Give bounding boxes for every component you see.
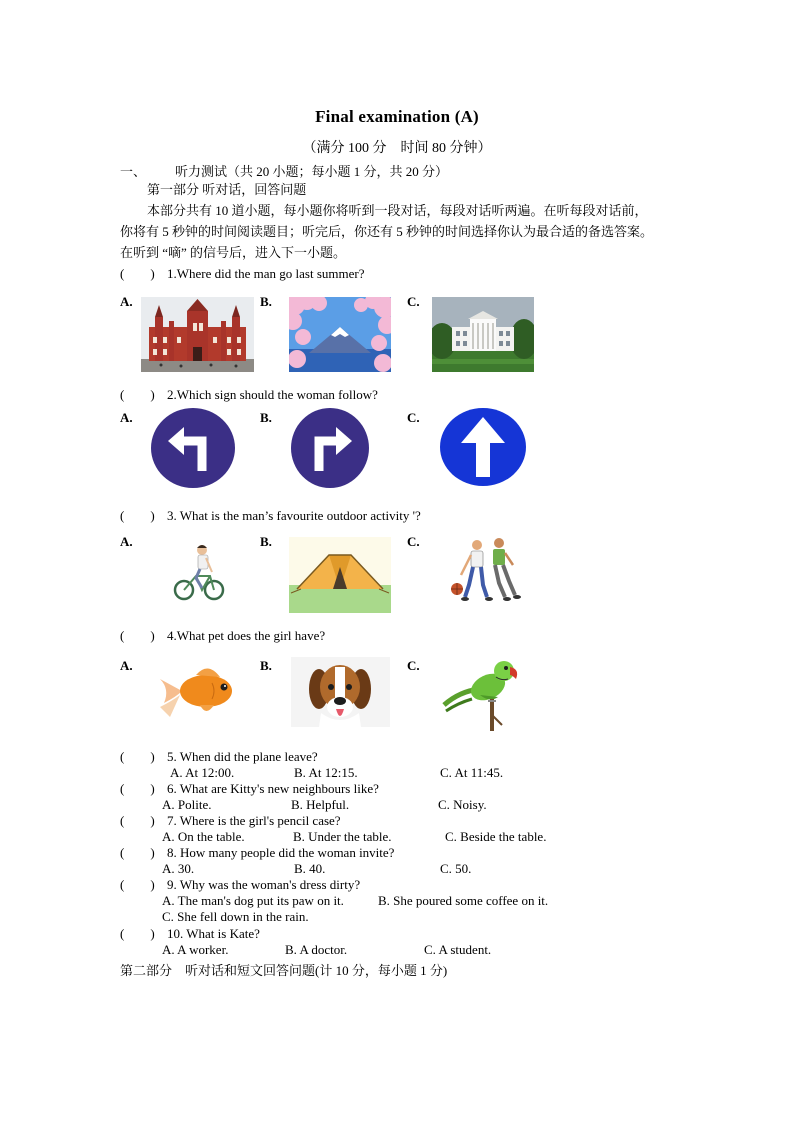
basketball-picture [443, 535, 529, 607]
part-one-title: 第一部分 听对话，回答问题 [147, 182, 307, 197]
option-c: C. She fell down in the rain. [162, 909, 309, 924]
answer-blank: ( ) [120, 781, 155, 796]
exam-subtitle: （满分 100 分 时间 80 分钟） [302, 141, 492, 156]
option-c: C. Noisy. [438, 797, 487, 812]
option-label: B. [260, 294, 272, 309]
question-10 [120, 926, 260, 942]
section-one-heading [120, 161, 448, 180]
section-title: 听力测试（共 20 小题；每小题 1 分，共 20 分） [175, 164, 449, 179]
question-3 [120, 508, 421, 524]
question-text: 4.What pet does the girl have? [167, 628, 326, 643]
option-a: A. 30. [162, 861, 195, 876]
question-text: 1.Where did the man go last summer? [167, 266, 365, 281]
question-5 [120, 749, 318, 765]
cycling-picture [172, 542, 226, 604]
question-7 [120, 813, 341, 829]
option-label: C. [407, 534, 420, 549]
turn-left-sign [150, 407, 236, 489]
option-a: A. Polite. [162, 797, 212, 812]
question-text: 5. When did the plane leave? [167, 749, 318, 764]
question-text: 7. Where is the girl's pencil case? [167, 813, 341, 828]
question-8 [120, 845, 394, 861]
option-a: A. On the table. [162, 829, 245, 844]
section-number: 一、 [120, 164, 147, 179]
mount-fuji-picture [289, 297, 391, 372]
option-label: C. [407, 294, 420, 309]
instruction-line-1: 本部分共有 10 道小题，每小题你将听到一段对话，每段对话听两遍。在听每段对话前， [147, 203, 648, 218]
option-a: A. A worker. [162, 942, 229, 957]
question-text: 3. What is the man’s favourite outdoor activity '? [167, 508, 421, 523]
camping-tent-picture [289, 537, 391, 613]
question-text: 2.Which sign should the woman follow? [167, 387, 378, 402]
answer-blank: ( ) [120, 813, 155, 828]
answer-blank: ( ) [120, 845, 155, 860]
option-label: A. [120, 294, 133, 309]
answer-blank: ( ) [120, 628, 155, 643]
kremlin-museum-picture [141, 297, 254, 372]
option-b: B. Under the table. [293, 829, 392, 844]
option-a: A. At 12:00. [170, 765, 235, 780]
option-label: B. [260, 410, 272, 425]
question-2 [120, 387, 378, 403]
answer-blank: ( ) [120, 266, 155, 281]
option-b: B. A doctor. [285, 942, 348, 957]
option-label: A. [120, 534, 133, 549]
option-label: B. [260, 534, 272, 549]
option-label: A. [120, 658, 133, 673]
option-c: C. 50. [440, 861, 472, 876]
part-two-title: 第二部分 听对话和短文回答问题(计 10 分，每小题 1 分) [120, 963, 448, 978]
turn-right-sign [290, 407, 370, 489]
answer-blank: ( ) [120, 508, 155, 523]
answer-blank: ( ) [120, 926, 155, 941]
option-b: B. She poured some coffee on it. [378, 893, 549, 908]
question-text: 6. What are Kitty's new neighbours like? [167, 781, 379, 796]
option-b: B. At 12:15. [294, 765, 358, 780]
option-label: A. [120, 410, 133, 425]
option-label: B. [260, 658, 272, 673]
question-text: 8. How many people did the woman invite? [167, 845, 395, 860]
exam-title: Final examination (A) [315, 107, 479, 126]
option-label: C. [407, 410, 420, 425]
question-9 [120, 877, 360, 893]
parrot-picture [440, 655, 532, 732]
question-6 [120, 781, 379, 797]
option-label: C. [407, 658, 420, 673]
question-4 [120, 628, 325, 644]
question-text: 9. Why was the woman's dress dirty? [167, 877, 361, 892]
option-b: B. 40. [294, 861, 326, 876]
option-b: B. Helpful. [291, 797, 350, 812]
option-a: A. The man's dog put its paw on it. [162, 893, 344, 908]
instruction-line-2: 你将有 5 秒钟的时间阅读题目；听完后，你还有 5 秒钟的时间选择你认为最合适的备选答案。 [120, 224, 654, 239]
beagle-dog-picture [291, 657, 390, 727]
option-c: C. Beside the table. [445, 829, 547, 844]
option-c: C. A student. [424, 942, 492, 957]
question-1 [120, 266, 364, 282]
answer-blank: ( ) [120, 387, 155, 402]
goldfish-picture [156, 659, 240, 721]
option-c: C. At 11:45. [440, 765, 504, 780]
answer-blank: ( ) [120, 877, 155, 892]
white-house-picture [432, 297, 534, 372]
answer-blank: ( ) [120, 749, 155, 764]
go-straight-sign [439, 407, 527, 487]
instruction-line-3: 在听到 “嘀” 的信号后，进入下一小题。 [120, 245, 347, 260]
question-text: 10. What is Kate? [167, 926, 260, 941]
